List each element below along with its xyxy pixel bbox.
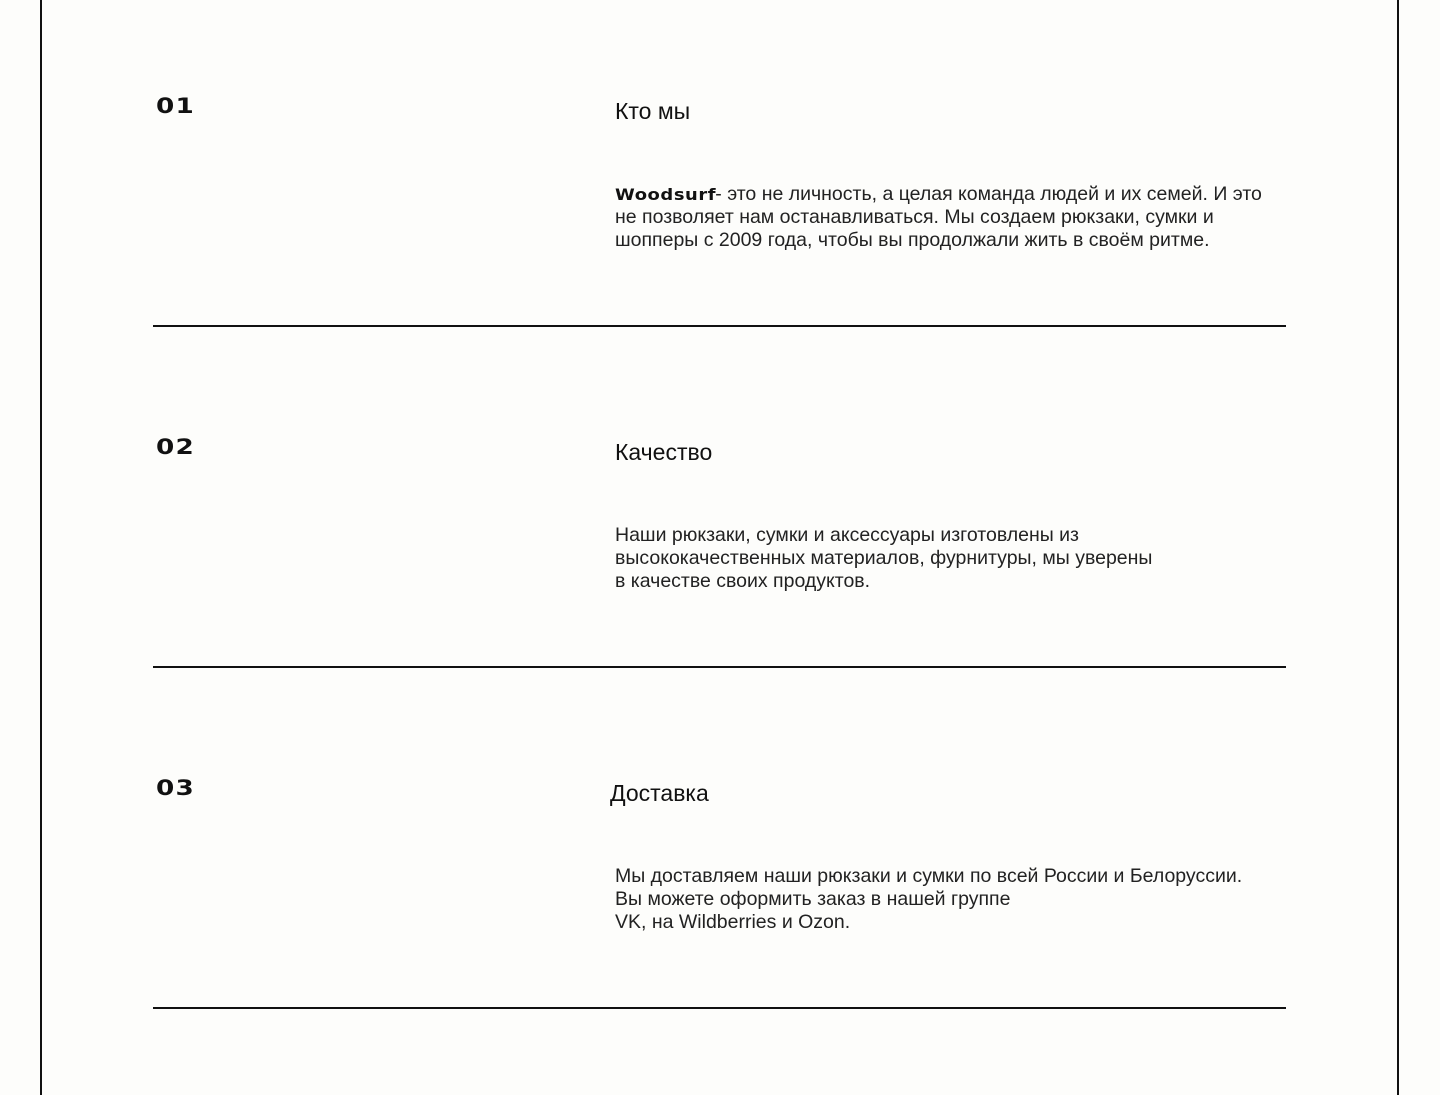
section-delivery xyxy=(153,682,1286,1023)
section-description xyxy=(615,183,1295,252)
section-who-we-are xyxy=(153,0,1286,341)
section-divider xyxy=(153,666,1286,668)
description-line: высококачественных материалов, фурнитуры, мы уверены xyxy=(615,547,1153,569)
section-number: 01 xyxy=(156,94,196,118)
section-description xyxy=(615,865,1295,934)
section-description xyxy=(615,524,1295,593)
description-line-text: - это не личность, а целая команда людей и их семей. И это xyxy=(715,183,1262,205)
frame-right-border xyxy=(1397,0,1399,1095)
description-line: в качестве своих продуктов. xyxy=(615,570,871,592)
description-line: Наши рюкзаки, сумки и аксессуары изготовлены из xyxy=(615,524,1079,546)
description-line: шопперы с 2009 года, чтобы вы продолжали жить в своём ритме. xyxy=(615,229,1210,251)
section-title: Кто мы xyxy=(615,98,691,124)
section-divider xyxy=(153,1007,1286,1009)
frame-left-border xyxy=(40,0,42,1095)
section-quality xyxy=(153,341,1286,682)
description-line xyxy=(615,183,1295,206)
section-number: 02 xyxy=(156,435,196,459)
brand-name: Woodsurf xyxy=(615,185,717,204)
section-number: 03 xyxy=(156,776,196,800)
description-line: Вы можете оформить заказ в нашей группе xyxy=(615,888,1011,910)
description-line: VK, на Wildberries и Ozon. xyxy=(615,911,851,933)
section-title: Доставка xyxy=(610,780,709,806)
description-line: Мы доставляем наши рюкзаки и сумки по всей России и Белоруссии. xyxy=(615,865,1243,887)
section-divider xyxy=(153,325,1286,327)
description-line: не позволяет нам останавливаться. Мы создаем рюкзаки, сумки и xyxy=(615,206,1214,228)
section-title: Качество xyxy=(615,439,713,465)
